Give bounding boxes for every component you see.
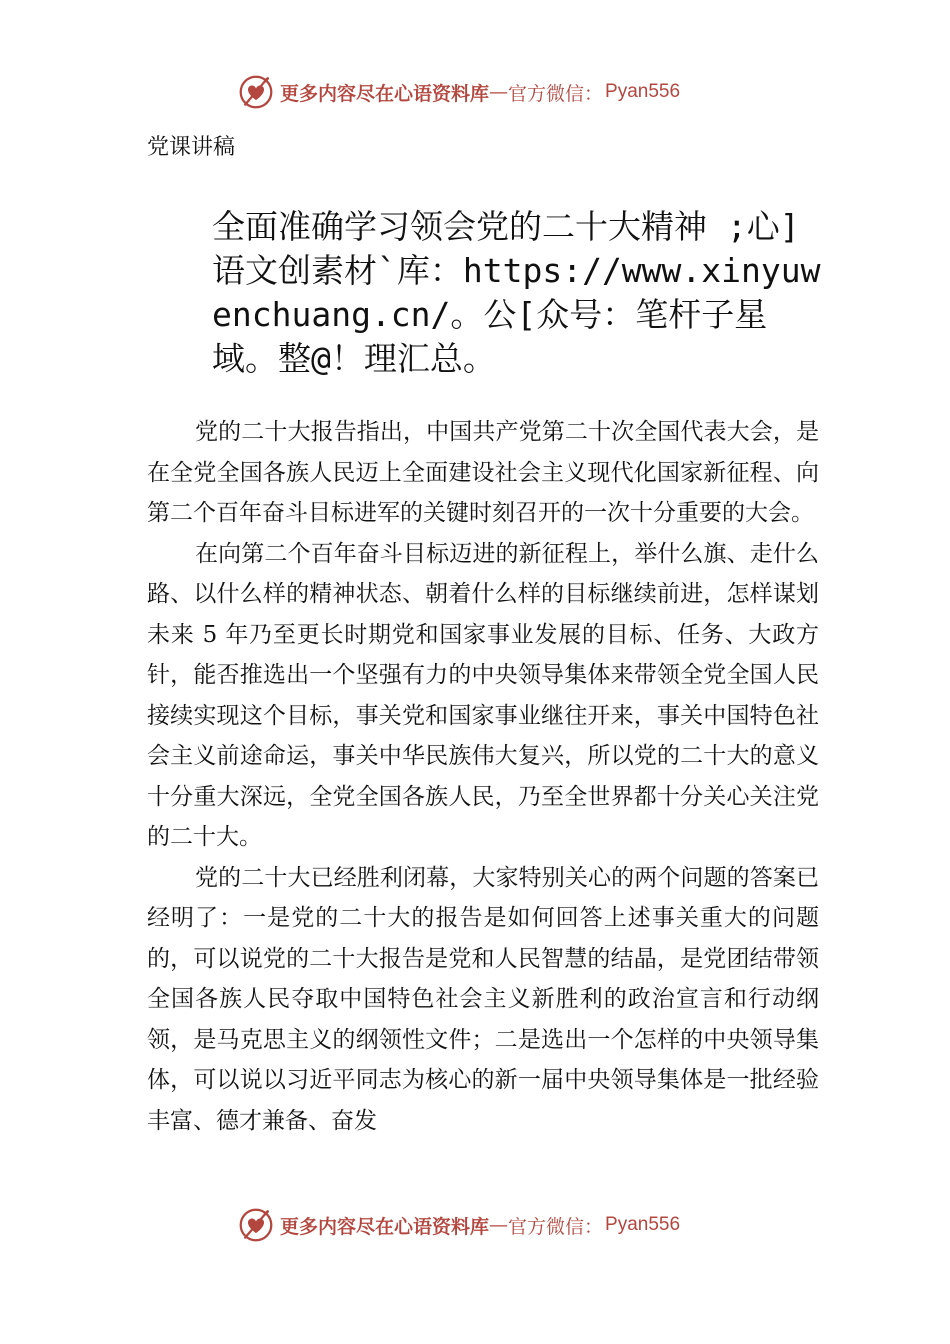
banner-separator: —	[489, 81, 509, 103]
header-banner[interactable]	[238, 72, 738, 112]
body-paragraph: 党的二十大报告指出，中国共产党第二十次全国代表大会，是在全党全国各族人民迈上全面建设社会主义现代化国家新征程、向第二个百年奋斗目标进军的关键时刻召开的一次十分重要的大会。	[147, 419, 819, 526]
body-paragraph: 在向第二个百年奋斗目标迈进的新征程上，举什么旗、走什么路、以什么样的精神状态、朝着什么样的目标继续前进，怎样谋划未来 5 年乃至更长时期党和国家事业发展的目标、任务、大政方针，能否推选出一个坚强有力的中央领导集体来带领全党全国人民接续实现这个目标，事关党和国家事业继往开来，事关中国特色社会主义前途命运，事关中华民族伟大复兴，所以党的二十大的意义十分重大深远，全党全国各族人民，乃至全世界都十分关心关注党的二十大。	[147, 540, 819, 850]
body-paragraph: 党的二十大已经胜利闭幕，大家特别关心的两个问题的答案已经明了：一是党的二十大的报告是如何回答上述事关重大的问题的，可以说党的二十大报告是党和人民智慧的结晶，是党团结带领全国各族人民夺取中国特色社会主义新胜利的政治宣言和行动纲领，是马克思主义的纲领性文件；二是选出一个怎样的中央领导集体，可以说以习近平同志为核心的新一届中央领导集体是一批经验丰富、德才兼备、奋发	[147, 864, 819, 1134]
banner-wechat-id: Pyan556	[605, 1214, 681, 1235]
banner-wechat-label: 官方微信：	[508, 82, 604, 105]
document-type-label: 党课讲稿	[147, 135, 236, 160]
banner-separator: —	[489, 1214, 509, 1236]
banner-brand-text: 更多内容尽在心语资料库	[280, 82, 490, 105]
banner-brand-text: 更多内容尽在心语资料库	[280, 1215, 490, 1238]
banner-wechat-id: Pyan556	[605, 81, 681, 102]
banner-wechat-label: 官方微信：	[508, 1215, 604, 1238]
heart-pen-logo-icon	[238, 1207, 274, 1243]
document-title: 全面准确学习领会党的二十大精神 ;心]语文创素材`库：https://www.xinyuwenchuang.cn/。公[众号：笔杆子星域。整@！理汇总。	[212, 207, 821, 378]
document-body	[147, 412, 819, 1141]
heart-pen-logo-icon	[238, 74, 274, 110]
footer-banner[interactable]	[238, 1205, 738, 1245]
